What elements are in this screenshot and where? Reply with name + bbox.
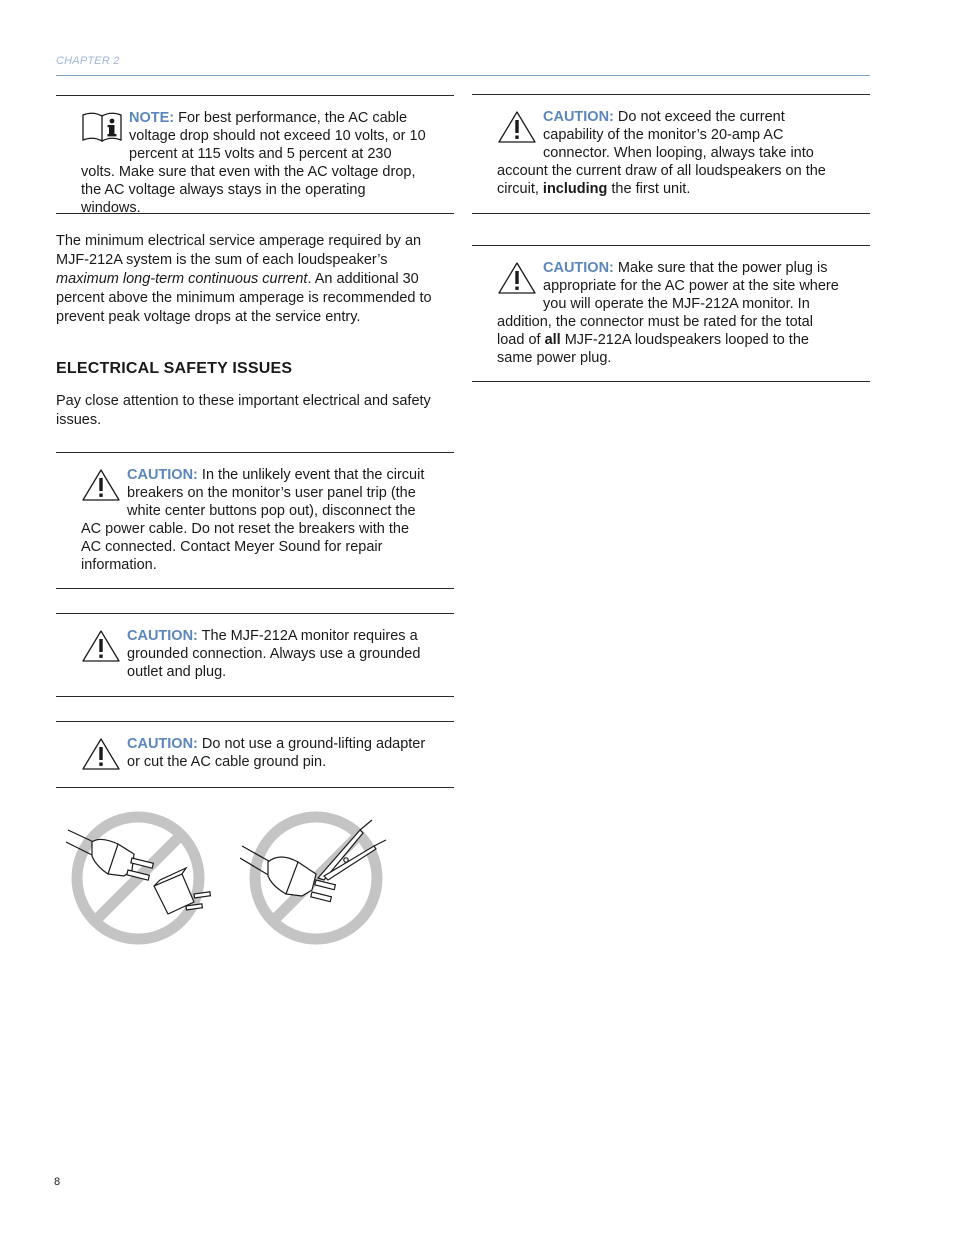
caution-grounded-callout: [56, 613, 454, 697]
amperage-paragraph: [56, 232, 448, 327]
caution-plug-callout: [472, 245, 870, 382]
section-heading: ELECTRICAL SAFETY ISSUES: [56, 360, 293, 377]
warning-triangle-icon: [497, 110, 537, 149]
caution-ground-lift-callout: [56, 721, 454, 788]
caution-plug-text-2: MJF-212A loudspeakers looped to the same power plug.: [497, 332, 809, 366]
warning-triangle-icon: [81, 737, 121, 776]
note-text: For best performance, the AC cable voltage drop should not exceed 10 volts, or 10 percent at 115 volts and 5 percent at 230 volts. Make sure that even with the AC voltage drop, the AC voltage always stays in the operating windows.: [81, 110, 426, 216]
warning-triangle-icon: [497, 261, 537, 300]
caution-breakers-text: In the unlikely event that the circuit breakers on the monitor’s user panel trip (the white center buttons pop out), disconnect the AC power cable. Do not reset the breakers with the AC connected. Contact Meyer Sound for repair information.: [81, 467, 425, 573]
no-cut-pin-illustration: [240, 806, 390, 952]
amperage-emphasis: maximum long-term continuous current: [56, 271, 308, 287]
caution-breakers-keyword: CAUTION:: [127, 467, 198, 483]
section-intro: Pay close attention to these important electrical and safety issues.: [56, 393, 431, 428]
caution-grounded-text: The MJF-212A monitor requires a grounded connection. Always use a grounded outlet and plug.: [127, 628, 421, 680]
note-keyword: NOTE:: [129, 110, 175, 126]
caution-current-callout: [472, 94, 870, 214]
caution-grounded-keyword: CAUTION:: [127, 628, 198, 644]
caution-current-keyword: CAUTION:: [543, 109, 614, 125]
info-book-icon: [81, 111, 123, 148]
caution-plug-text-1: Make sure that the power plug is appropriate for the AC power at the site where you will operate the MJF-212A monitor. In addition, the connector must be rated for the total load of: [497, 260, 839, 348]
caution-plug-bold: all: [544, 332, 561, 348]
page-number: 8: [54, 1176, 61, 1188]
caution-ground-lift-text: Do not use a ground-lifting adapter or cut the AC cable ground pin.: [127, 736, 426, 770]
caution-ground-lift-keyword: CAUTION:: [127, 736, 198, 752]
caution-current-bold: including: [542, 181, 608, 197]
chapter-label: CHAPTER 2: [56, 55, 120, 67]
note-callout: [56, 95, 454, 214]
warning-triangle-icon: [81, 629, 121, 668]
header-rule: [56, 75, 870, 76]
warning-triangle-icon: [81, 468, 121, 507]
caution-current-text-1: Do not exceed the current capability of the monitor’s 20-amp AC connector. When looping, always take into account the current draw of all loudspeakers on the circuit,: [497, 109, 826, 197]
caution-current-text-2: the first unit.: [607, 181, 691, 197]
amperage-text-2: . An additional 30 percent above the minimum amperage is recommended to prevent peak voltage drops at the service entry.: [56, 271, 432, 325]
caution-plug-keyword: CAUTION:: [543, 260, 614, 276]
caution-breakers-callout: [56, 452, 454, 589]
no-adapter-illustration: [62, 806, 222, 952]
amperage-text-1: The minimum electrical service amperage required by an MJF-212A system is the sum of each loudspeaker’s: [56, 233, 422, 268]
